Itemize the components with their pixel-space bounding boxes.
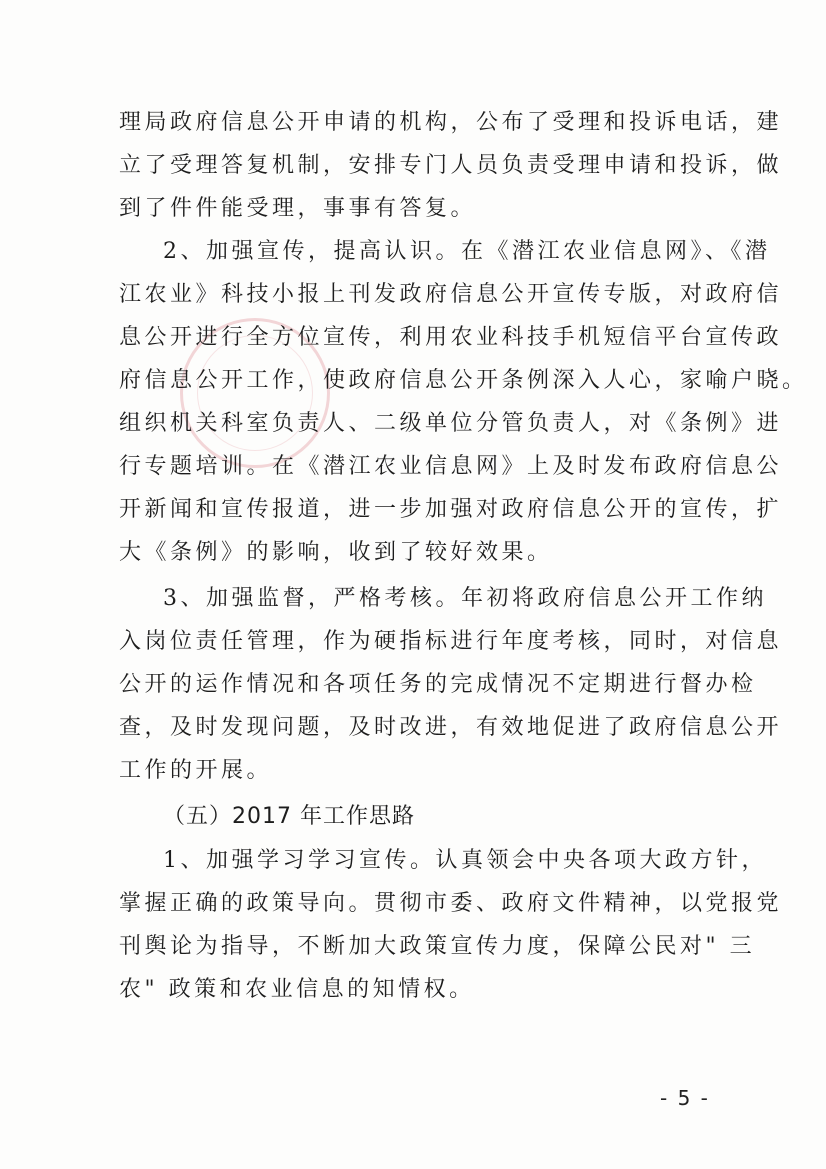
section-heading: （五）2017 年工作思路 xyxy=(163,804,415,829)
text-line: 息公开进行全方位宣传，利用农业科技手机短信平台宣传政 xyxy=(119,325,783,350)
text-line: 掌握正确的政策导向。贯彻市委、政府文件精神，以党报党 xyxy=(119,891,783,916)
text-line: 府信息公开工作，使政府信息公开条例深入人心，家喻户晓。 xyxy=(119,368,808,393)
text-line: 工作的开展。 xyxy=(119,758,273,783)
text-line: 理局政府信息公开申请的机构，公布了受理和投诉电话，建 xyxy=(119,110,783,135)
text-line: 公开的运作情况和各项任务的完成情况不定期进行督办检 xyxy=(119,672,757,697)
text-line: 组织机关科室负责人、二级单位分管负责人，对《条例》进 xyxy=(119,411,783,436)
text-line: 到了件件能受理，事事有答复。 xyxy=(119,196,477,221)
text-line: 大《条例》的影响，收到了较好效果。 xyxy=(119,540,553,565)
page-number: - 5 - xyxy=(660,1086,710,1110)
text-line: 刊舆论为指导，不断加大政策宣传力度，保障公民对" 三 xyxy=(119,934,756,959)
paragraph-2-start: 2、加强宣传，提高认识。在《潜江农业信息网》、《潜 xyxy=(163,239,771,264)
text-line: 开新闻和宣传报道，进一步加强对政府信息公开的宣传，扩 xyxy=(119,497,783,522)
text-line: 查，及时发现问题，及时改进，有效地促进了政府信息公开 xyxy=(119,715,783,740)
text-line: 入岗位责任管理，作为硬指标进行年度考核，同时，对信息 xyxy=(119,629,783,654)
paragraph-3-start: 3、加强监督，严格考核。年初将政府信息公开工作纳 xyxy=(163,586,767,611)
paragraph-4-start: 1、加强学习学习宣传。认真领会中央各项大政方针， xyxy=(163,848,767,873)
text-line: 立了受理答复机制，安排专门人员负责受理申请和投诉，做 xyxy=(119,153,783,178)
text-line: 江农业》科技小报上刊发政府信息公开宣传专版，对政府信 xyxy=(119,282,783,307)
text-line: 行专题培训。在《潜江农业信息网》上及时发布政府信息公 xyxy=(119,454,783,479)
text-line: 农" 政策和农业信息的知情权。 xyxy=(119,977,475,1002)
